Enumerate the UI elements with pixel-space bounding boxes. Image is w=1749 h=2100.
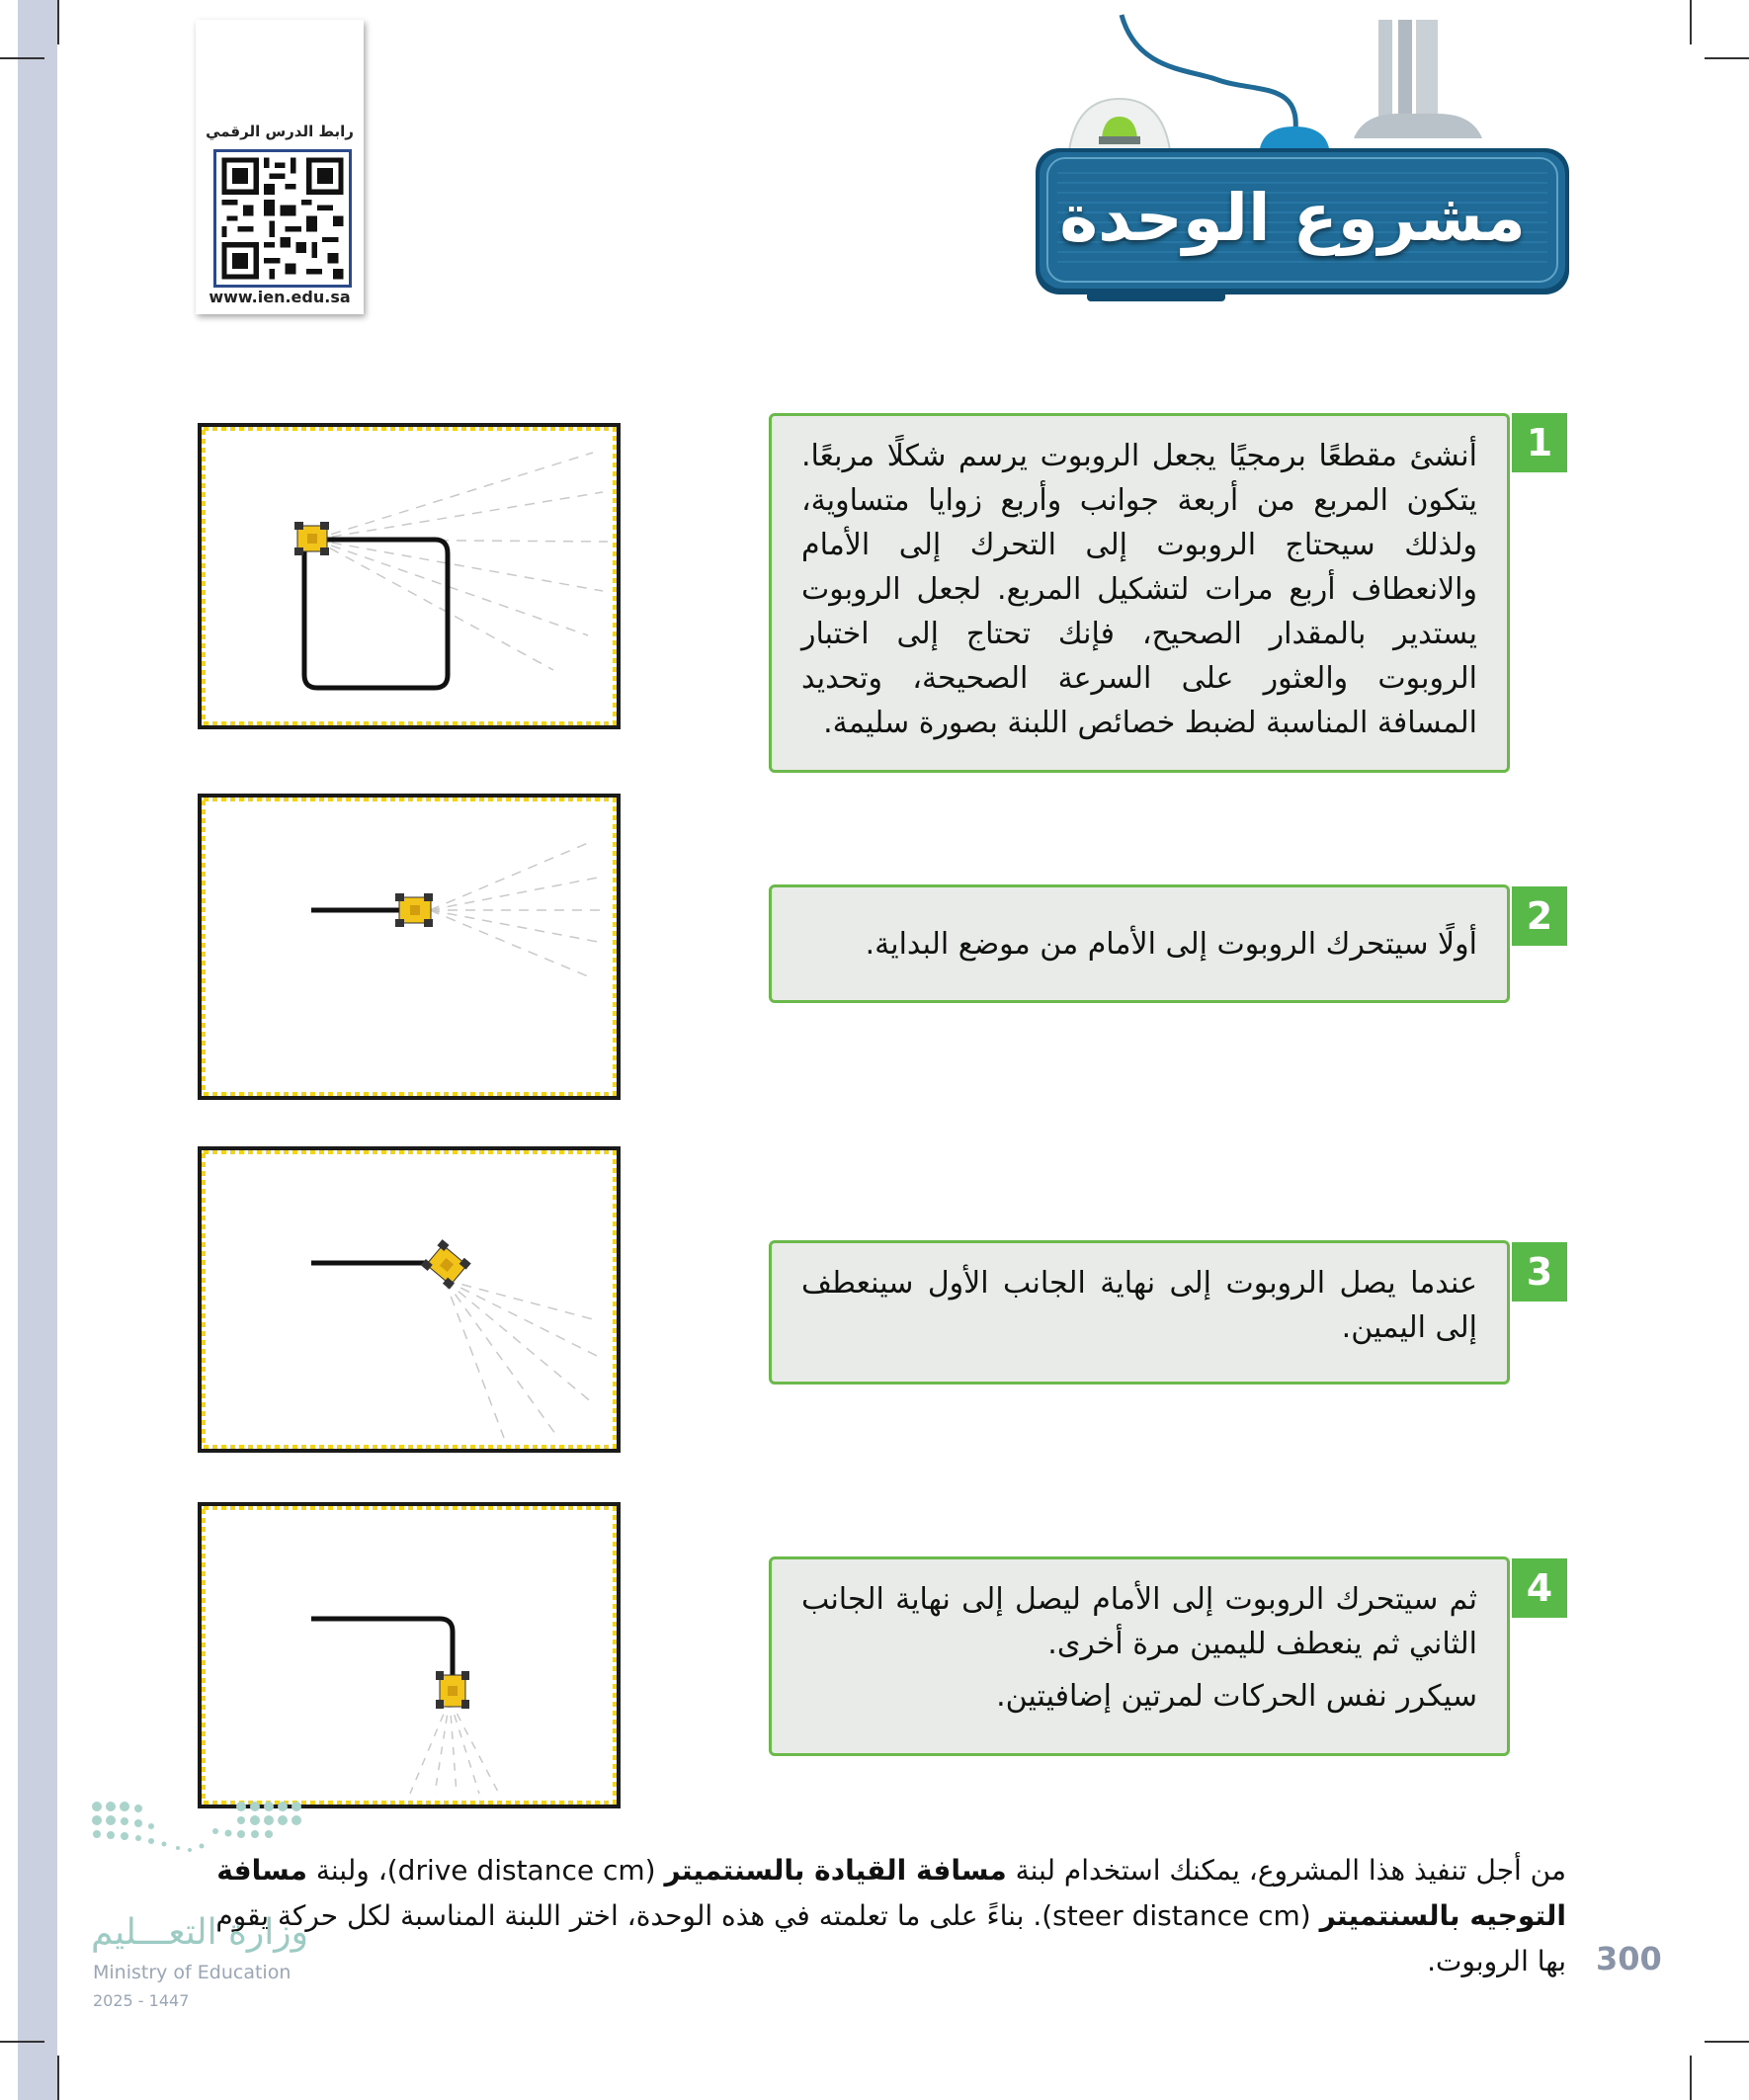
qr-code-icon[interactable] xyxy=(213,149,352,288)
step-2-box xyxy=(769,884,1510,1003)
robot-icon xyxy=(395,893,433,927)
robot-icon xyxy=(294,522,329,555)
crop-mark xyxy=(57,0,59,44)
illustration-second-side xyxy=(198,1502,621,1808)
step-2-number: 2 xyxy=(1512,886,1567,946)
step-4-text: ثم سيتحرك الروبوت إلى الأمام ليصل إلى نهاية الجانب الثاني ثم ينعطف لليمين مرة أخرى. xyxy=(801,1582,1477,1661)
instructions-part-2: (drive distance cm)، ولبنة xyxy=(306,1854,665,1887)
project-instructions xyxy=(198,1848,1566,1984)
robot-icon xyxy=(436,1671,469,1709)
illustration-square-path xyxy=(198,423,621,729)
crop-mark xyxy=(57,2056,59,2100)
step-1-number: 1 xyxy=(1512,413,1567,472)
crop-mark xyxy=(0,57,44,59)
instructions-part-3: (steer distance cm). بناءً على ما تعلمته في هذه الوحدة، اختر اللبنة المناسبة لكل حركة يقوم بها الروبوت. xyxy=(215,1899,1566,1977)
digital-lesson-label: رابط الدرس الرقمي xyxy=(206,123,354,140)
qr-url[interactable]: www.ien.edu.sa xyxy=(208,288,351,306)
illustration-move-forward xyxy=(198,794,621,1100)
step-4-box xyxy=(769,1556,1510,1756)
step-3-number: 3 xyxy=(1512,1242,1567,1302)
unit-project-title: مشروع الوحدة xyxy=(1059,179,1526,256)
instructions-part-1: من أجل تنفيذ هذا المشروع، يمكنك استخدام لبنة xyxy=(1006,1854,1566,1887)
page-number: 300 xyxy=(1596,1940,1662,1977)
step-4-text-repeat: سيكرر نفس الحركات لمرتين إضافيتين. xyxy=(996,1679,1477,1714)
steer-distance-block-name: مسافة التوجيه بالسنتميتر xyxy=(216,1854,1566,1932)
crop-mark xyxy=(0,2041,44,2043)
step-4-number: 4 xyxy=(1512,1558,1567,1618)
step-2-text: أولًا سيتحرك الروبوت إلى الأمام من موضع البداية. xyxy=(865,926,1477,962)
drive-distance-block-name: مسافة القيادة بالسنتميتر xyxy=(664,1854,1007,1887)
edition-year: 2025 - 1447 xyxy=(93,1991,190,2010)
illustration-turn-right xyxy=(198,1146,621,1453)
digital-lesson-card[interactable] xyxy=(196,20,364,314)
step-1-text: أنشئ مقطعًا برمجيًا يجعل الروبوت يرسم شكلًا مربعًا. يتكون المربع من أربعة جوانب وأربع زوايا متساوية، ولذلك سيحتاج الروبوت إلى التحرك إلى الأمام والانعطاف أربع مرات لتشكيل المربع. لجعل الروبوت يستدير بالمقدار الصحيح، فإنك تحتاج إلى اختبار الروبوت والعثور على السرعة الصحيحة، وتحديد المسافة المناسبة لضبط خصائص اللبنة بصورة سليمة. xyxy=(801,439,1477,740)
crop-mark xyxy=(1690,0,1692,44)
crop-mark xyxy=(1705,2041,1749,2043)
step-3-box xyxy=(769,1240,1510,1385)
ministry-name-english: Ministry of Education xyxy=(93,1962,292,1983)
step-1-box xyxy=(769,413,1510,773)
page-side-bar xyxy=(18,0,57,2100)
crop-mark xyxy=(1705,57,1749,59)
crop-mark xyxy=(1690,2056,1692,2100)
ministry-name-arabic: وزارة التعـــليم xyxy=(91,1912,309,1953)
step-3-text: عندما يصل الروبوت إلى نهاية الجانب الأول سينعطف إلى اليمين. xyxy=(801,1266,1477,1345)
